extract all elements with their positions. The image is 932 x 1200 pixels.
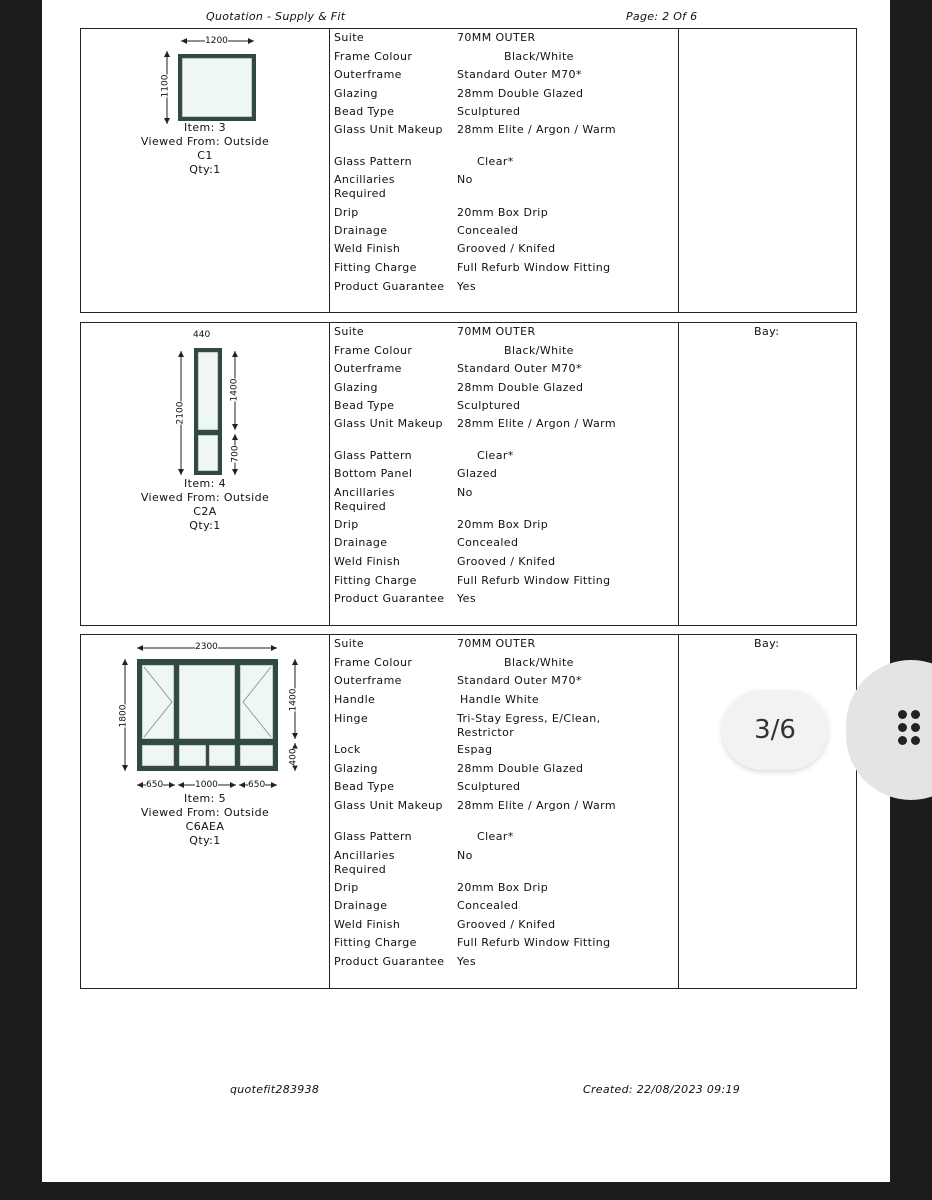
spec-value: Full Refurb Window Fitting — [457, 574, 611, 587]
quote-item-3 — [80, 28, 857, 313]
spec-value: Black/White — [504, 344, 574, 357]
spec-label: Glass Unit Makeup — [334, 417, 443, 430]
spec-value: Sculptured — [457, 399, 521, 412]
spec-label: Product Guarantee — [334, 955, 445, 968]
spec-label: Glass Pattern — [334, 449, 413, 462]
spec-label: Handle — [334, 693, 376, 706]
spec-label: Weld Finish — [334, 242, 401, 255]
spec-label: Ancillaries Required — [334, 849, 395, 876]
spec-value: Clear* — [477, 449, 514, 462]
quote-item-5 — [80, 634, 857, 989]
spec-value: No — [457, 173, 473, 186]
height-dimension: 2100 — [175, 401, 186, 425]
spec-label: Lock — [334, 743, 361, 756]
drawing-column — [81, 635, 330, 988]
spec-value: Yes — [457, 592, 476, 605]
width-dimension: 440 — [193, 330, 211, 340]
spec-label: Frame Colour — [334, 344, 413, 357]
spec-value: 28mm Elite / Argon / Warm — [457, 123, 616, 136]
spec-label: Outerframe — [334, 674, 402, 687]
spec-label: Fitting Charge — [334, 261, 417, 274]
spec-value: 20mm Box Drip — [457, 206, 549, 219]
item-code: C1 — [197, 149, 213, 162]
notes-column — [678, 635, 856, 988]
spec-label: Glazing — [334, 87, 378, 100]
drawing-column — [81, 323, 330, 625]
spec-label: Outerframe — [334, 68, 402, 81]
window-drawing-item-4 — [81, 323, 329, 483]
spec-value: 20mm Box Drip — [457, 518, 549, 531]
spec-value: 20mm Box Drip — [457, 881, 549, 894]
spec-value: Black/White — [504, 50, 574, 63]
bay-note: Bay: — [754, 325, 780, 338]
spec-label: Drainage — [334, 536, 388, 549]
width-dimension: 2300 — [195, 642, 218, 652]
spec-label: Drainage — [334, 899, 388, 912]
quantity: Qty:1 — [189, 163, 221, 176]
spec-value: Glazed — [457, 467, 498, 480]
spec-value: No — [457, 849, 473, 862]
spec-label: Ancillaries Required — [334, 486, 395, 513]
width-dimension: 1200 — [205, 36, 228, 46]
viewed-from: Viewed From: Outside — [140, 135, 270, 148]
spec-value: Full Refurb Window Fitting — [457, 936, 611, 949]
middle-section-dimension: 1000 — [195, 780, 218, 790]
spec-label: Glass Unit Makeup — [334, 799, 443, 812]
spec-label: Drip — [334, 518, 359, 531]
spec-label: Glazing — [334, 381, 378, 394]
drawing-column — [81, 29, 330, 312]
spec-value: 28mm Double Glazed — [457, 762, 584, 775]
spec-label: Glass Pattern — [334, 830, 413, 843]
viewed-from: Viewed From: Outside — [140, 806, 270, 819]
spec-value: 70MM OUTER — [457, 637, 536, 650]
spec-label: Weld Finish — [334, 918, 401, 931]
spec-value: Concealed — [457, 899, 519, 912]
spec-label: Frame Colour — [334, 656, 413, 669]
spec-label: Drainage — [334, 224, 388, 237]
spec-value: Yes — [457, 280, 476, 293]
spec-value: Standard Outer M70* — [457, 362, 582, 375]
bay-note: Bay: — [754, 637, 780, 650]
quantity: Qty:1 — [189, 834, 221, 847]
spec-label: Product Guarantee — [334, 280, 445, 293]
page-indicator[interactable]: 3/6 — [722, 690, 828, 770]
spec-label: Product Guarantee — [334, 592, 445, 605]
viewed-from: Viewed From: Outside — [140, 491, 270, 504]
item-caption — [81, 792, 329, 848]
item-number: Item: 4 — [183, 477, 227, 490]
spec-value: Yes — [457, 955, 476, 968]
spec-value: Handle White — [460, 693, 540, 706]
spec-label: Glazing — [334, 762, 378, 775]
spec-value: Grooved / Knifed — [457, 918, 556, 931]
spec-label: Suite — [334, 31, 365, 44]
spec-value: 28mm Double Glazed — [457, 87, 584, 100]
spec-value: Black/White — [504, 656, 574, 669]
spec-label: Drip — [334, 881, 359, 894]
spec-label: Bottom Panel — [334, 467, 413, 480]
spec-value: 28mm Elite / Argon / Warm — [457, 417, 616, 430]
top-section-dimension: 1400 — [229, 378, 240, 402]
spec-label: Fitting Charge — [334, 936, 417, 949]
item-caption — [81, 477, 329, 533]
left-section-dimension: 650 — [146, 780, 164, 790]
bottom-section-dimension: 700 — [230, 445, 241, 463]
spec-value: Sculptured — [457, 780, 521, 793]
quote-item-4 — [80, 322, 857, 626]
height-dimension: 1100 — [160, 74, 171, 98]
right-section-dimension: 650 — [248, 780, 266, 790]
spec-label: Suite — [334, 325, 365, 338]
item-number: Item: 3 — [183, 121, 227, 134]
spec-label: Bead Type — [334, 399, 395, 412]
item-code: C2A — [193, 505, 217, 518]
notes-column — [678, 29, 856, 312]
spec-label: Drip — [334, 206, 359, 219]
spec-value: Standard Outer M70* — [457, 68, 582, 81]
spec-label: Glass Pattern — [334, 155, 413, 168]
spec-value: Clear* — [477, 155, 514, 168]
spec-label: Weld Finish — [334, 555, 401, 568]
spec-value: Clear* — [477, 830, 514, 843]
bottom-section-dimension: 400 — [288, 748, 299, 766]
top-section-dimension: 1400 — [288, 688, 299, 712]
spec-label: Hinge — [334, 712, 369, 725]
item-code: C6AEA — [185, 820, 225, 833]
document-title: Quotation - Supply & Fit — [206, 10, 346, 23]
spec-label: Outerframe — [334, 362, 402, 375]
spec-value: Sculptured — [457, 105, 521, 118]
item-caption — [81, 121, 329, 177]
spec-label: Suite — [334, 637, 365, 650]
spec-value: 28mm Double Glazed — [457, 381, 584, 394]
spec-value: Grooved / Knifed — [457, 242, 556, 255]
spec-label: Glass Unit Makeup — [334, 123, 443, 136]
spec-value: No — [457, 486, 473, 499]
spec-value: Concealed — [457, 224, 519, 237]
spec-value: Espag — [457, 743, 493, 756]
spec-label: Ancillaries Required — [334, 173, 395, 200]
spec-label: Bead Type — [334, 105, 395, 118]
spec-label: Bead Type — [334, 780, 395, 793]
spec-value: Standard Outer M70* — [457, 674, 582, 687]
spec-value: Full Refurb Window Fitting — [457, 261, 611, 274]
spec-value: 28mm Elite / Argon / Warm — [457, 799, 616, 812]
spec-label: Frame Colour — [334, 50, 413, 63]
spec-value: 70MM OUTER — [457, 325, 536, 338]
spec-value: 70MM OUTER — [457, 31, 536, 44]
spec-value: Tri-Stay Egress, E/Clean, Restrictor — [457, 712, 601, 739]
spec-label: Fitting Charge — [334, 574, 417, 587]
spec-value: Concealed — [457, 536, 519, 549]
notes-column — [678, 323, 856, 625]
height-dimension: 1800 — [118, 704, 129, 728]
page-number: Page: 2 Of 6 — [626, 10, 698, 23]
spec-value: Grooved / Knifed — [457, 555, 556, 568]
item-number: Item: 5 — [183, 792, 227, 805]
quote-reference: quotefit283938 — [230, 1083, 320, 1096]
grid-dots-icon[interactable] — [898, 710, 928, 750]
created-date: Created: 22/08/2023 09:19 — [583, 1083, 741, 1096]
quantity: Qty:1 — [189, 519, 221, 532]
